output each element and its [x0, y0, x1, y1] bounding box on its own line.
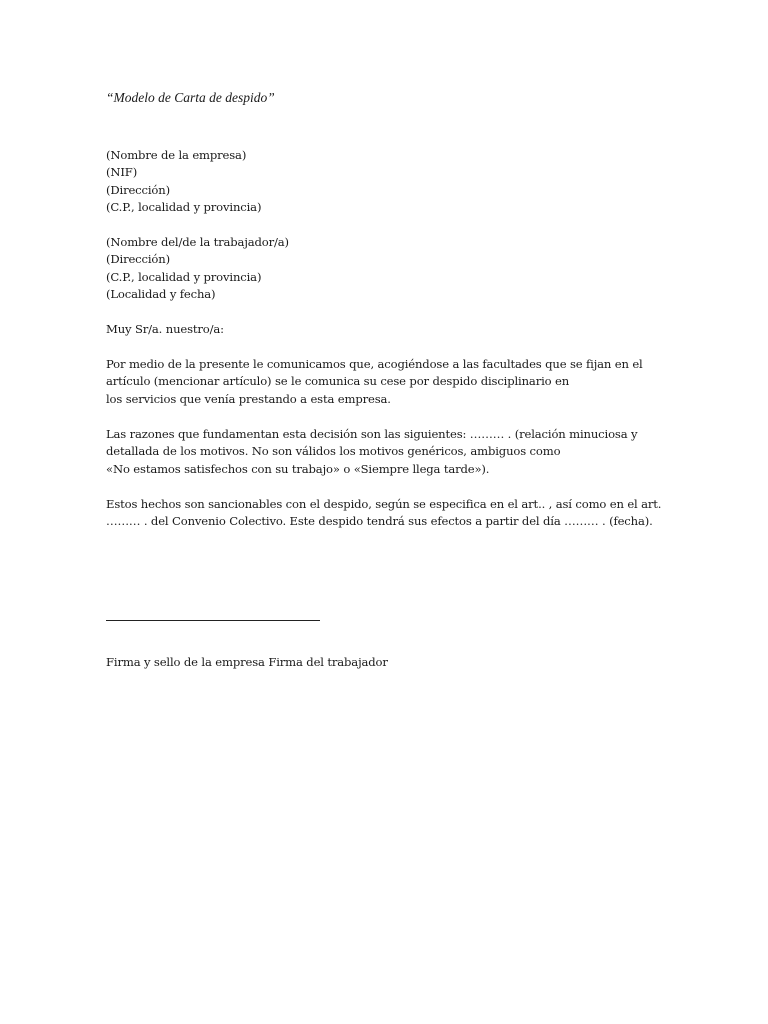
- place-date-line: (Localidad y fecha): [106, 287, 216, 302]
- company-address-line: (Dirección): [106, 182, 170, 197]
- paragraph-line: Las razones que fundamentan esta decisión son las siguientes: ……… . (relación minuciosa y: [106, 427, 638, 441]
- paragraph-notification: [106, 356, 643, 408]
- worker-details-block: [106, 234, 289, 304]
- signature-caption-line: Firma y sello de la empresa Firma del trabajador: [106, 655, 388, 669]
- paragraph-line: artículo (mencionar artículo) se le comunica su cese por despido disciplinario en: [106, 374, 570, 389]
- signature-caption: [106, 654, 388, 671]
- company-details-block: [106, 147, 261, 217]
- paragraph-line: detallada de los motivos. No son válidos los motivos genéricos, ambiguos como: [106, 444, 561, 459]
- paragraph-line: Estos hechos son sancionables con el despido, según se especifica en el art.. , así como en el art.: [106, 497, 662, 511]
- company-name-line: (Nombre de la empresa): [106, 148, 247, 162]
- company-postal-line: (C.P., localidad y provincia): [106, 200, 262, 215]
- salutation: [106, 321, 224, 338]
- worker-postal-line: (C.P., localidad y provincia): [106, 269, 262, 284]
- paragraph-line: «No estamos satisfechos con su trabajo» o «Siempre llega tarde»).: [106, 461, 490, 476]
- paragraph-line: los servicios que venía prestando a esta empresa.: [106, 391, 391, 406]
- paragraph-sanctions: [106, 496, 661, 531]
- document-title: “Modelo de Carta de despido”: [106, 90, 275, 105]
- paragraph-line: Por medio de la presente le comunicamos que, acogiéndose a las facultades que se fijan en el: [106, 357, 643, 371]
- paragraph-line: ……… . del Convenio Colectivo. Este despido tendrá sus efectos a partir del día ……… . (fecha).: [106, 514, 653, 529]
- worker-name-line: (Nombre del/de la trabajador/a): [106, 235, 289, 249]
- worker-address-line: (Dirección): [106, 252, 170, 267]
- paragraph-reasons: [106, 426, 637, 478]
- signature-line: [106, 620, 320, 621]
- salutation-line: Muy Sr/a. nuestro/a:: [106, 322, 224, 336]
- company-nif-line: (NIF): [106, 165, 138, 180]
